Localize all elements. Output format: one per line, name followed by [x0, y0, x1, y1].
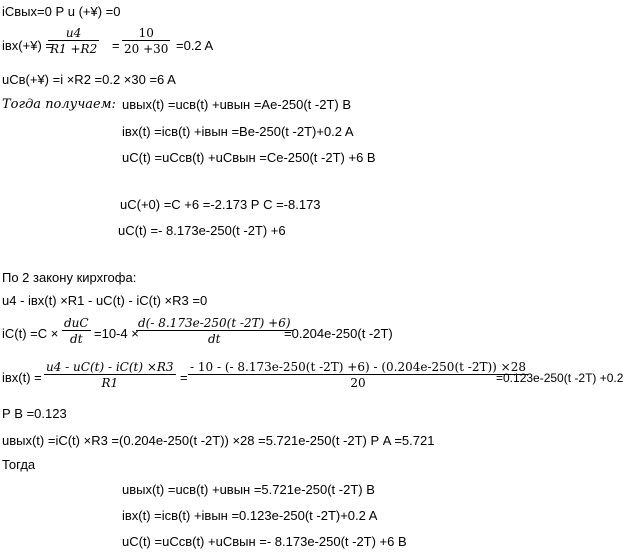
- fraction-numerator: u4 - uC(t) - iC(t) ×R3: [46, 360, 174, 374]
- final-u-c: uC(t) =uCсв(t) +uCвын =- 8.173e-250(t -2T) +6 B: [122, 534, 407, 549]
- result-b: Р B =0.123: [2, 406, 67, 421]
- fraction-denominator: 20 +30: [124, 42, 169, 56]
- then-we-get-label: Тогда получаем:: [2, 97, 116, 112]
- equation-line-2-result: =0.2 A: [176, 38, 214, 53]
- equation-line-2-lhs: iвх(+¥) =: [2, 38, 53, 53]
- fraction-denominator: dt: [62, 330, 91, 346]
- equation-i-c-result: =0.204e-250(t -2T): [284, 326, 393, 341]
- equation-u-out: uвых(t) =uсв(t) +uвын =Ae-250(t -2T) B: [122, 97, 352, 112]
- fraction-denominator: R1 +R2: [50, 42, 98, 56]
- final-i-in: iвх(t) =iсв(t) +iвын =0.123e-250(t -2T)+0.2 A: [122, 508, 378, 523]
- equation-i-in-result: =0.123e-250(t -2T) +0.2: [496, 371, 624, 385]
- equation-initial-condition: uC(+0) =C +6 =-2.173 Р C =-8.173: [120, 197, 321, 212]
- equation-i-c-lhs: iC(t) =C ×: [2, 326, 59, 341]
- equals-sign: =: [180, 370, 188, 385]
- fraction-numerator: u4: [65, 26, 82, 40]
- equation-i-in-lhs: iвх(t) =: [2, 370, 42, 385]
- fraction-i-in-numeric: [188, 360, 528, 390]
- final-u-out: uвых(t) =uсв(t) +uвын =5.721e-250(t -2T) B: [122, 482, 375, 497]
- equals-sign: =: [112, 38, 120, 53]
- fraction-numerator: 10: [138, 26, 154, 40]
- equation-i-in: iвх(t) =iсв(t) +iвын =Be-250(t -2T)+0.2 A: [122, 124, 354, 139]
- fraction-numerator: - 10 - (- 8.173e-250(t -2T) +6) - (0.204e-250(t -2T)) ×28: [190, 360, 526, 374]
- equation-u-c-solved: uC(t) =- 8.173e-250(t -2T) +6: [118, 223, 286, 238]
- kirchhoff-heading: По 2 закону кирхгофа:: [2, 270, 137, 285]
- kirchhoff-equation: u4 - iвх(t) ×R1 - uC(t) - iC(t) ×R3 =0: [2, 293, 208, 308]
- equation-line-1: iСвых=0 Р u (+¥) =0: [2, 4, 121, 19]
- fraction-denominator: R1: [44, 374, 176, 390]
- then-label: Тогда: [2, 457, 36, 472]
- fraction-derivative: [136, 316, 293, 346]
- equation-line-3: uCв(+¥) =i ×R2 =0.2 ×30 =6 A: [2, 72, 176, 87]
- equation-i-c-mid: =10-4 ×: [94, 326, 139, 341]
- fraction-numerator: d(- 8.173e-250(t -2T) +6): [138, 316, 291, 330]
- fraction-u4-over-r1r2: [48, 26, 99, 56]
- fraction-i-in-formula: [44, 360, 176, 390]
- fraction-denominator: 20: [188, 374, 528, 390]
- fraction-denominator: dt: [136, 330, 293, 346]
- equation-u-out-calc: uвых(t) =iC(t) ×R3 =(0.204e-250(t -2T)) ×28 =5.721e-250(t -2T) Р A =5.721: [2, 433, 435, 448]
- equation-u-c: uC(t) =uCсв(t) +uCвын =Ce-250(t -2T) +6 B: [122, 150, 376, 165]
- fraction-10-over-50: [122, 26, 170, 56]
- fraction-duc-dt: [62, 316, 91, 346]
- fraction-numerator: duC: [64, 316, 89, 330]
